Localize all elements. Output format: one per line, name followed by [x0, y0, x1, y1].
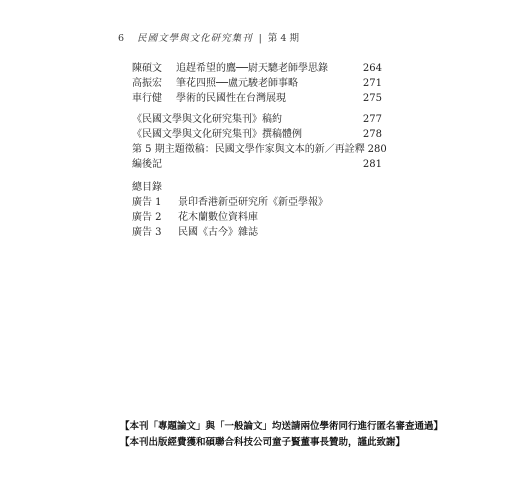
ad-title: 民國《古今》雜誌 [178, 227, 258, 238]
toc-misc [132, 112, 387, 172]
toc-page: 280 [367, 144, 387, 155]
toc-page: 277 [362, 114, 382, 125]
ads-heading-text: 總目錄 [132, 182, 162, 193]
toc-title: 第 5 期主題徵稿：民國文學作家與文本的新／再詮釋 [132, 144, 365, 155]
toc-author: 高振宏 [132, 78, 162, 89]
toc-entry [132, 142, 387, 157]
toc-entry [132, 157, 382, 172]
ad-entry [132, 195, 382, 210]
toc-page: 281 [362, 159, 382, 170]
toc-title: 《民國文學與文化研究集刊》撰稿體例 [132, 129, 302, 140]
funding-notice: 【本刊出版經費獲和碩聯合科技公司童子賢董事長贊助，謹此致謝】 [120, 437, 406, 448]
toc-title: 《民國文學與文化研究集刊》稿約 [132, 114, 282, 125]
issue-number: 第 4 期 [267, 33, 299, 44]
header-divider: | [258, 33, 262, 44]
toc-author: 陳碩文 [132, 63, 162, 74]
toc-author: 車行健 [132, 93, 162, 104]
review-notice: 【本刊「專題論文」與「一般論文」均送請兩位學術同行進行匿名審查通過】 [120, 421, 444, 432]
ads-heading [132, 180, 382, 195]
ads-section [132, 180, 382, 240]
ad-entry [132, 210, 382, 225]
toc-page: 278 [362, 129, 382, 140]
ad-title: 景印香港新亞研究所《新亞學報》 [178, 197, 328, 208]
ad-label: 廣告 1 [132, 197, 162, 208]
toc-title: 追趕希望的鷹──尉天驄老師學思錄 [176, 63, 329, 74]
ad-label: 廣告 2 [132, 212, 162, 223]
toc-entry [132, 91, 382, 106]
toc-entry [132, 112, 382, 127]
ad-entry [132, 225, 382, 240]
toc-entry [132, 76, 382, 91]
toc-entry [132, 61, 382, 76]
toc-page: 271 [362, 78, 382, 89]
ad-label: 廣告 3 [132, 227, 162, 238]
toc-page: 275 [362, 93, 382, 104]
toc-title: 學術的民國性在台灣展現 [176, 93, 286, 104]
toc-title: 編後記 [132, 159, 162, 170]
ad-title: 花木蘭數位資料庫 [178, 212, 258, 223]
toc-page: 264 [362, 63, 382, 74]
journal-title: 民國文學與文化研究集刊 [137, 33, 253, 44]
running-header [118, 30, 299, 44]
toc-articles [132, 61, 382, 106]
toc-title: 筆花四照──盧元駿老師事略 [176, 78, 299, 89]
toc-entry [132, 127, 382, 142]
page-number: 6 [118, 33, 125, 44]
